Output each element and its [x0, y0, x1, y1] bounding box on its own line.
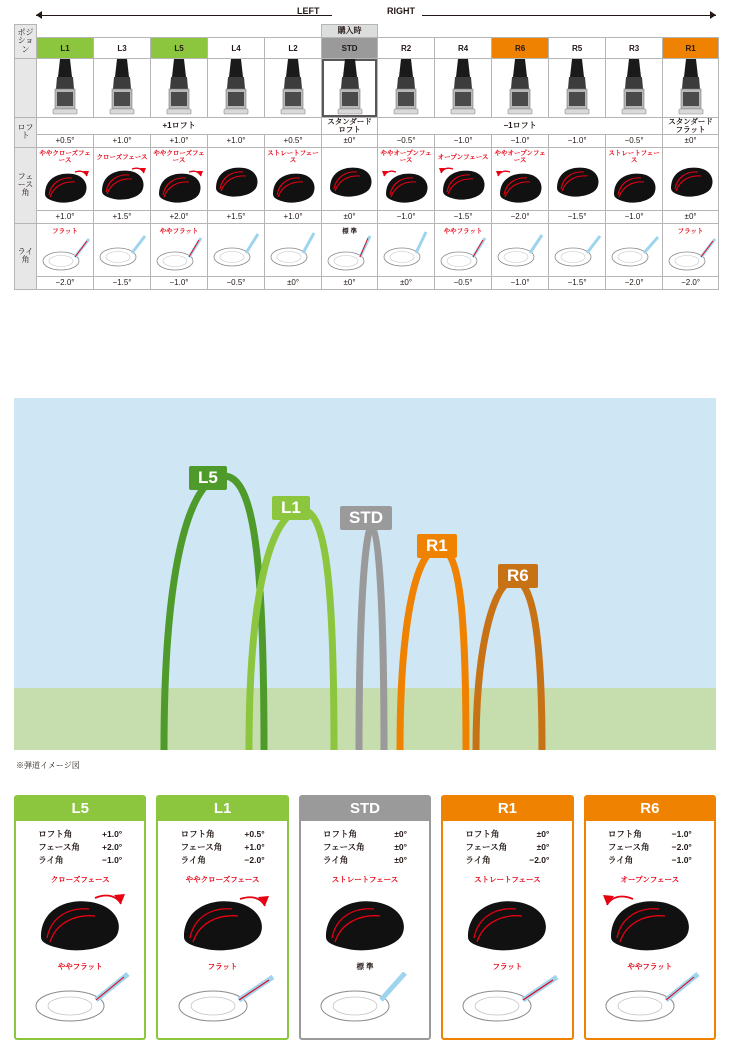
face-image-L4 — [208, 147, 265, 210]
spec-key: ライ角 — [607, 855, 634, 866]
loft-value-L5: +1.0° — [151, 134, 208, 147]
card-title-R1: R1 — [443, 797, 571, 821]
buy-label: 購入時 — [322, 25, 378, 38]
face-value-L1: +1.0° — [37, 210, 94, 223]
hosel-image-L4 — [208, 59, 265, 118]
loft-group-plus1: +1ロフト — [37, 118, 322, 135]
lie-caption-STD: 標 準 — [342, 228, 357, 236]
lie-image-row — [15, 223, 719, 276]
card-face-image-STD — [301, 885, 429, 957]
face-image-R1 — [663, 147, 719, 210]
loft-value-R1: ±0° — [663, 134, 719, 147]
loft-value-R5: −1.0° — [549, 134, 606, 147]
face-image-STD — [322, 147, 378, 210]
position-L5[interactable]: L5 — [151, 38, 208, 59]
face-image-L2 — [265, 147, 322, 210]
face-image-L1 — [37, 147, 94, 210]
face-value-R1: ±0° — [663, 210, 719, 223]
lie-image-R1 — [663, 223, 719, 276]
hosel-image-L3 — [94, 59, 151, 118]
card-face-caption-R6: オープンフェース — [620, 874, 680, 884]
card-lie-caption-STD: 標 準 — [356, 961, 374, 971]
row-label-position: ポジション — [15, 25, 37, 59]
card-title-L1: L1 — [158, 797, 286, 821]
spec-row — [16, 841, 144, 854]
face-caption-R3: ストレートフェース — [608, 150, 660, 164]
loft-value-R6: −1.0° — [492, 134, 549, 147]
spec-row — [443, 841, 571, 854]
adjustment-table — [14, 24, 719, 290]
spec-row — [586, 841, 714, 854]
trajectory-label-R1: R1 — [417, 534, 457, 558]
face-image-R4 — [435, 147, 492, 210]
spec-row — [158, 828, 286, 841]
spec-value: −2.0° — [244, 855, 265, 866]
lie-value-L3: −1.5° — [94, 276, 151, 289]
hosel-image-R2 — [378, 59, 435, 118]
card-specs-STD — [301, 821, 429, 870]
hosel-image-R5 — [549, 59, 606, 118]
loft-group-row — [15, 118, 719, 135]
lie-image-R6 — [492, 223, 549, 276]
lie-image-L1 — [37, 223, 94, 276]
card-face-image-L1 — [158, 885, 286, 957]
lie-value-R1: −2.0° — [663, 276, 719, 289]
position-R3[interactable]: R3 — [606, 38, 663, 59]
lie-values-row — [15, 276, 719, 289]
face-value-R5: −1.5° — [549, 210, 606, 223]
trajectory-diagram — [14, 398, 716, 750]
lie-image-L3 — [94, 223, 151, 276]
face-value-L4: +1.5° — [208, 210, 265, 223]
face-caption-R4: オープンフェース — [437, 153, 489, 161]
spec-key: ライ角 — [323, 855, 349, 866]
spec-row — [301, 854, 429, 867]
loft-value-L4: +1.0° — [208, 134, 265, 147]
card-face-caption-STD: ストレートフェース — [331, 874, 399, 884]
spec-value: ±0° — [536, 842, 550, 853]
card-lie-image-R1 — [443, 972, 571, 1032]
spec-key: ロフト角 — [465, 829, 500, 839]
face-caption-L5: ややクローズフェース — [153, 150, 205, 164]
face-image-L5 — [151, 147, 208, 210]
loft-values-row — [15, 134, 719, 147]
spec-row — [443, 854, 571, 867]
trajectory-label-R6: R6 — [498, 564, 538, 588]
spec-key: ライ角 — [465, 855, 491, 866]
face-caption-L3: クローズフェース — [96, 153, 148, 161]
card-specs-L1 — [158, 821, 286, 870]
lie-image-STD — [322, 223, 378, 276]
spec-key: ロフト角 — [323, 829, 358, 839]
loft-value-R3: −0.5° — [606, 134, 663, 147]
trajectory-curve-R6 — [476, 580, 542, 750]
card-specs-R1 — [443, 821, 571, 870]
spec-value: −2.0° — [671, 842, 692, 853]
card-lie-image-L1 — [158, 972, 286, 1032]
spec-value: −1.0° — [671, 829, 692, 839]
spec-row — [301, 841, 429, 854]
face-image-row — [15, 147, 719, 210]
spec-row — [301, 828, 429, 841]
loft-value-STD: ±0° — [322, 134, 378, 147]
lie-value-L5: −1.0° — [151, 276, 208, 289]
lie-caption-L5: ややフラット — [159, 228, 199, 236]
position-R5[interactable]: R5 — [549, 38, 606, 59]
lie-value-R5: −1.5° — [549, 276, 606, 289]
buy-label-row — [15, 25, 719, 38]
hosel-image-R1 — [663, 59, 719, 118]
lie-value-L1: −2.0° — [37, 276, 94, 289]
face-value-L5: +2.0° — [151, 210, 208, 223]
position-R1[interactable]: R1 — [663, 38, 719, 59]
card-specs-L5 — [16, 821, 144, 870]
face-caption-R6: ややオープンフェース — [494, 150, 546, 164]
adjustment-table-section — [14, 6, 716, 290]
hosel-image-R6 — [492, 59, 549, 118]
card-face-caption-L5: クローズフェース — [50, 874, 110, 884]
lie-caption-R4: ややフラット — [443, 228, 483, 236]
face-image-R6 — [492, 147, 549, 210]
card-lie-caption-L5: ややフラット — [57, 961, 103, 971]
card-L1[interactable] — [156, 795, 288, 1040]
lie-caption-L1: フラット — [52, 228, 78, 236]
spec-key: ライ角 — [38, 855, 64, 866]
card-lie-image-STD — [301, 972, 429, 1032]
card-R6[interactable] — [584, 795, 716, 1040]
row-label-lie: ライ角 — [15, 223, 37, 289]
trajectory-curve-R1 — [400, 548, 466, 750]
spec-value: +1.0° — [102, 829, 123, 839]
face-caption-L2: ストレートフェース — [267, 150, 319, 164]
direction-right-label: RIGHT — [387, 6, 415, 16]
lie-value-L2: ±0° — [265, 276, 322, 289]
spec-key: ライ角 — [180, 855, 206, 866]
spec-key: フェース角 — [180, 842, 223, 853]
position-L3[interactable]: L3 — [94, 38, 151, 59]
direction-bar — [14, 6, 716, 24]
lie-image-L2 — [265, 223, 322, 276]
trajectory-label-L1: L1 — [272, 496, 310, 520]
loft-value-R2: −0.5° — [378, 134, 435, 147]
card-lie-caption-L1: フラット — [207, 961, 238, 971]
face-image-L3 — [94, 147, 151, 210]
position-L4[interactable]: L4 — [208, 38, 265, 59]
lie-value-R3: −2.0° — [606, 276, 663, 289]
hosel-image-STD — [322, 59, 378, 118]
lie-value-R6: −1.0° — [492, 276, 549, 289]
face-value-L2: +1.0° — [265, 210, 322, 223]
card-face-image-R1 — [443, 885, 571, 957]
hosel-image-L2 — [265, 59, 322, 118]
spec-value: +1.0° — [244, 842, 265, 853]
spec-value: −1.0° — [671, 855, 692, 866]
face-value-L3: +1.5° — [94, 210, 151, 223]
card-R1[interactable] — [441, 795, 573, 1040]
face-values-row — [15, 210, 719, 223]
spec-row — [586, 854, 714, 867]
trajectory-note: ※弾道イメージ図 — [16, 761, 80, 770]
spec-value: −2.0° — [529, 855, 550, 866]
lie-image-L4 — [208, 223, 265, 276]
card-title-L5: L5 — [16, 797, 144, 821]
card-lie-image-L5 — [16, 972, 144, 1032]
lie-image-R3 — [606, 223, 663, 276]
lie-image-R5 — [549, 223, 606, 276]
lie-image-R2 — [378, 223, 435, 276]
spec-key: フェース角 — [465, 842, 508, 853]
face-value-R6: −2.0° — [492, 210, 549, 223]
spec-value: ±0° — [536, 829, 550, 839]
spec-key: フェース角 — [323, 842, 365, 853]
spec-value: ±0° — [394, 829, 408, 839]
position-cards — [14, 795, 716, 1040]
spec-key: ロフト角 — [38, 829, 73, 839]
card-specs-R6 — [586, 821, 714, 870]
card-face-image-L5 — [16, 885, 144, 957]
loft-value-L3: +1.0° — [94, 134, 151, 147]
hosel-image-L5 — [151, 59, 208, 118]
loft-value-L2: +0.5° — [265, 134, 322, 147]
card-lie-image-R6 — [586, 972, 714, 1032]
face-image-R2 — [378, 147, 435, 210]
hosel-image-R3 — [606, 59, 663, 118]
lie-value-STD: ±0° — [322, 276, 378, 289]
spec-row — [16, 828, 144, 841]
spec-value: +2.0° — [102, 842, 123, 853]
card-title-STD: STD — [301, 797, 429, 821]
trajectory-label-STD: STD — [340, 506, 392, 530]
face-image-R3 — [606, 147, 663, 210]
card-title-R6: R6 — [586, 797, 714, 821]
lie-value-L4: −0.5° — [208, 276, 265, 289]
card-lie-caption-R1: フラット — [492, 961, 523, 971]
face-caption-R2: ややオープンフェース — [380, 150, 432, 164]
hosel-image-R4 — [435, 59, 492, 118]
trajectory-label-L5: L5 — [189, 466, 227, 490]
spec-row — [16, 854, 144, 867]
spec-value: +0.5° — [244, 829, 265, 839]
position-L1[interactable]: L1 — [37, 38, 94, 59]
card-STD[interactable] — [299, 795, 431, 1040]
lie-image-R4 — [435, 223, 492, 276]
hosel-row — [15, 59, 719, 118]
spec-key: ロフト角 — [180, 829, 215, 839]
position-R6[interactable]: R6 — [492, 38, 549, 59]
card-lie-caption-R6: ややフラット — [627, 961, 673, 971]
card-face-image-R6 — [586, 885, 714, 957]
position-STD[interactable]: STD — [322, 38, 378, 59]
spec-row — [158, 854, 286, 867]
position-R4[interactable]: R4 — [435, 38, 492, 59]
spec-value: −1.0° — [102, 855, 123, 866]
position-row — [15, 38, 719, 59]
spec-row — [158, 841, 286, 854]
card-L5[interactable] — [14, 795, 146, 1040]
spec-value: ±0° — [394, 842, 408, 853]
card-face-caption-L1: ややクローズフェース — [185, 874, 260, 884]
card-face-caption-R1: ストレートフェース — [474, 874, 541, 884]
loft-group-standard: スタンダード ロフト — [322, 118, 378, 135]
position-R2[interactable]: R2 — [378, 38, 435, 59]
spec-row — [443, 828, 571, 841]
loft-value-R4: −1.0° — [435, 134, 492, 147]
spec-value: ±0° — [394, 855, 408, 866]
position-L2[interactable]: L2 — [265, 38, 322, 59]
face-value-R4: −1.5° — [435, 210, 492, 223]
face-caption-L1: ややクローズフェース — [39, 150, 91, 164]
row-label-face: フェース角 — [15, 147, 37, 223]
spec-key: フェース角 — [607, 842, 650, 853]
face-value-STD: ±0° — [322, 210, 378, 223]
spec-key: ロフト角 — [607, 829, 642, 839]
loft-group-minus1: −1ロフト — [378, 118, 663, 135]
loft-group-standard-flat: スタンダード フラット — [663, 118, 719, 135]
spec-row — [586, 828, 714, 841]
direction-left-label: LEFT — [297, 6, 320, 16]
face-image-R5 — [549, 147, 606, 210]
lie-value-R2: ±0° — [378, 276, 435, 289]
row-label-loft: ロフト — [15, 118, 37, 148]
hosel-image-L1 — [37, 59, 94, 118]
lie-image-L5 — [151, 223, 208, 276]
lie-caption-R1: フラット — [677, 228, 704, 236]
face-value-R3: −1.0° — [606, 210, 663, 223]
face-value-R2: −1.0° — [378, 210, 435, 223]
spec-key: フェース角 — [38, 842, 80, 853]
trajectory-curve-STD — [359, 526, 384, 750]
loft-value-L1: +0.5° — [37, 134, 94, 147]
lie-value-R4: −0.5° — [435, 276, 492, 289]
